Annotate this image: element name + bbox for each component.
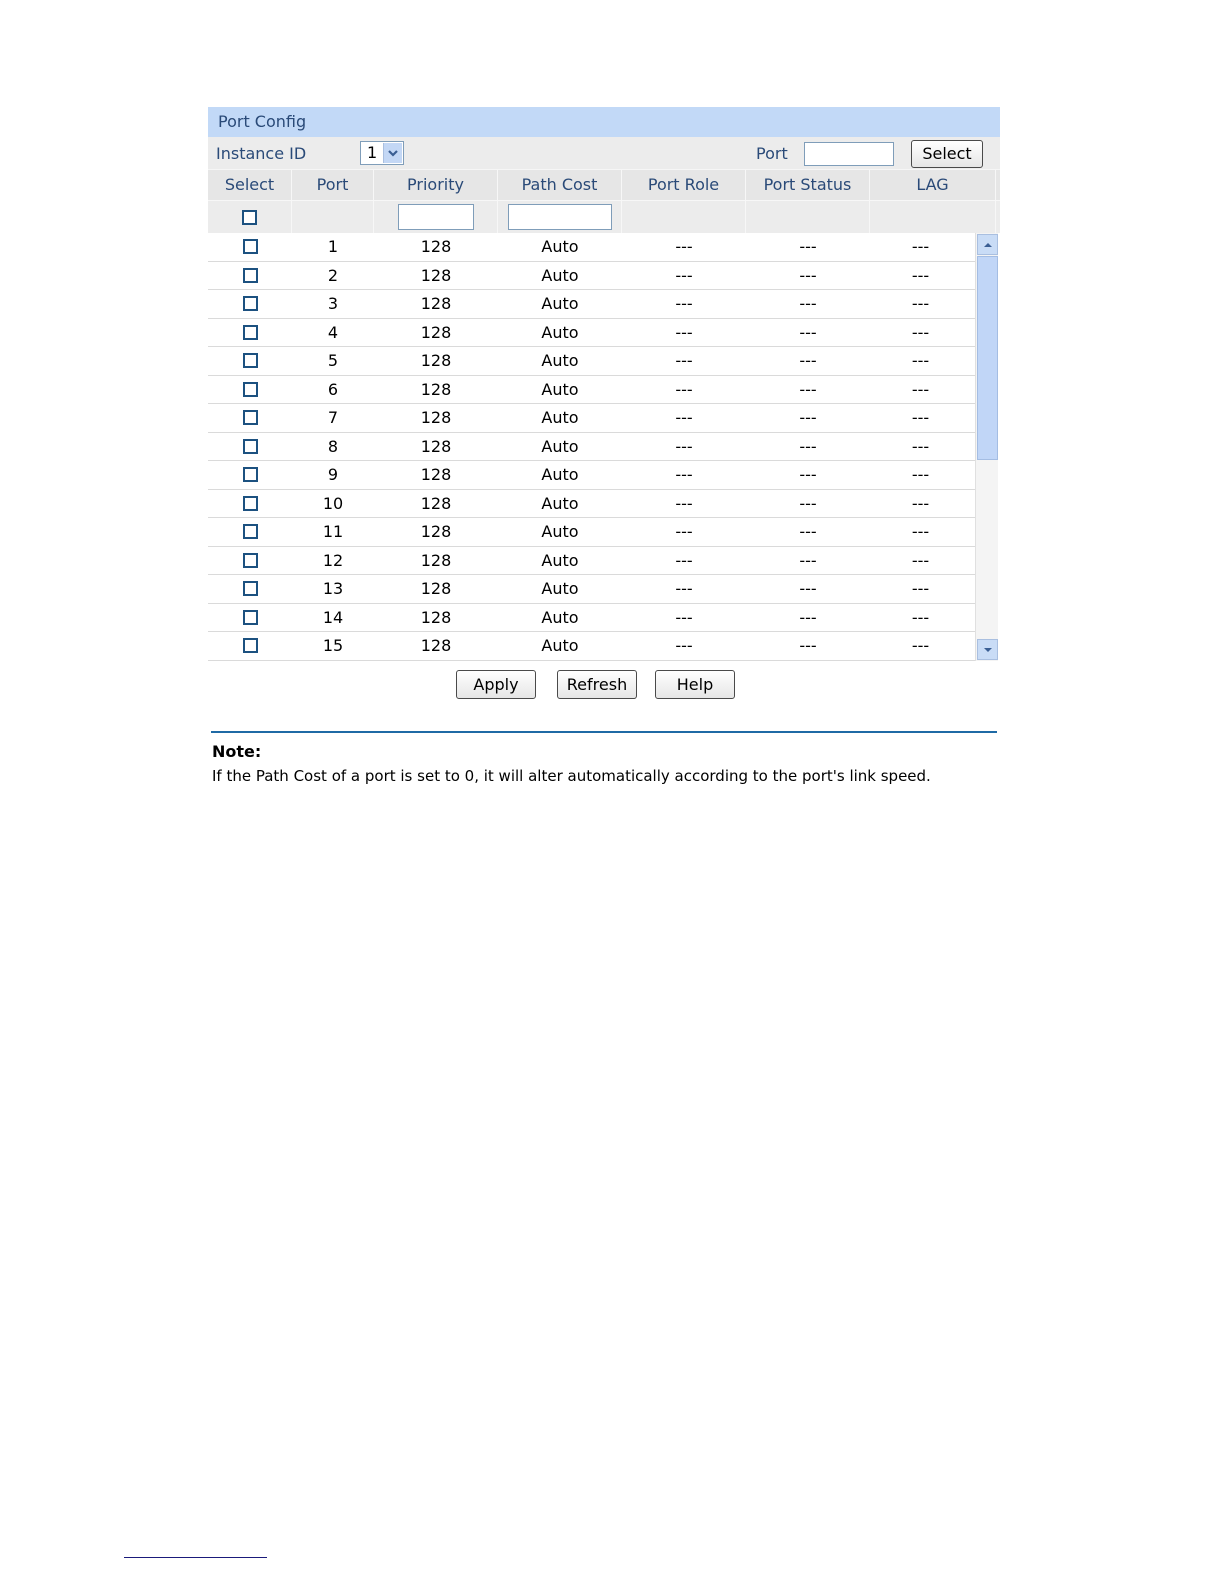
row-priority: 128 (420, 550, 452, 570)
row-port-role: --- (675, 436, 693, 456)
header-port-role: Port Role (622, 170, 746, 200)
row-lag: --- (911, 322, 930, 342)
header-port-status: Port Status (746, 170, 870, 200)
row-port-role: --- (675, 493, 693, 513)
row-checkbox[interactable] (243, 553, 258, 568)
path-cost-input[interactable] (508, 204, 612, 230)
table-row[interactable] (208, 490, 975, 519)
row-checkbox[interactable] (243, 467, 258, 482)
header-select: Select (208, 170, 292, 200)
row-checkbox[interactable] (243, 353, 258, 368)
row-port: 5 (327, 351, 339, 370)
row-select-cell (208, 347, 292, 375)
row-path-cost: Auto (541, 322, 579, 342)
row-path-cost: Auto (541, 550, 579, 570)
vertical-scrollbar[interactable] (975, 233, 998, 661)
row-port-status: --- (799, 237, 817, 256)
row-priority: 128 (420, 493, 452, 513)
row-priority: 128 (420, 522, 452, 541)
row-path-cost: Auto (541, 237, 579, 256)
table-row[interactable] (208, 575, 975, 604)
select-button[interactable]: Select (911, 140, 983, 168)
table-header (208, 169, 1000, 200)
row-path-cost: Auto (541, 408, 579, 427)
arrow-up-icon[interactable] (977, 234, 998, 255)
row-port-role: --- (675, 636, 693, 655)
row-port-role: --- (675, 351, 693, 370)
row-lag: --- (911, 465, 930, 484)
row-select-cell (208, 604, 292, 632)
row-port: 13 (322, 579, 344, 598)
row-port-role: --- (675, 579, 693, 598)
select-all-checkbox[interactable] (242, 210, 257, 225)
apply-button[interactable]: Apply (456, 670, 536, 699)
row-select-cell (208, 433, 292, 461)
filter-role-cell (622, 201, 746, 233)
row-port-role: --- (675, 322, 693, 342)
instance-id-label: Instance ID (216, 144, 307, 163)
row-priority: 128 (420, 294, 452, 313)
row-priority: 128 (420, 379, 452, 399)
row-select-cell (208, 547, 292, 575)
row-port-status: --- (799, 579, 817, 598)
row-path-cost: Auto (541, 351, 579, 370)
row-port: 6 (327, 379, 339, 399)
header-port: Port (292, 170, 374, 200)
row-priority: 128 (420, 408, 452, 427)
row-priority: 128 (420, 265, 452, 285)
row-priority: 128 (420, 636, 452, 655)
row-port: 9 (327, 465, 339, 484)
row-port: 15 (322, 636, 344, 655)
row-priority: 128 (420, 351, 452, 370)
table-row[interactable] (208, 632, 975, 661)
row-select-cell (208, 518, 292, 546)
table-row[interactable] (208, 604, 975, 633)
table-row[interactable] (208, 461, 975, 490)
row-priority: 128 (420, 465, 452, 484)
row-path-cost: Auto (541, 493, 579, 513)
table-row[interactable] (208, 347, 975, 376)
row-select-cell (208, 290, 292, 318)
row-checkbox[interactable] (243, 610, 258, 625)
row-path-cost: Auto (541, 522, 579, 541)
arrow-down-icon[interactable] (977, 639, 998, 660)
row-lag: --- (911, 607, 930, 627)
button-row (208, 661, 1000, 719)
row-lag: --- (911, 522, 930, 541)
row-port-role: --- (675, 550, 693, 570)
table-row[interactable] (208, 518, 975, 547)
row-select-cell (208, 233, 292, 261)
note-title: Note: (212, 742, 262, 761)
row-port: 10 (322, 493, 344, 513)
row-port-status: --- (799, 522, 817, 541)
row-checkbox[interactable] (243, 439, 258, 454)
row-port: 11 (322, 522, 344, 541)
help-button[interactable]: Help (655, 670, 735, 699)
row-select-cell (208, 575, 292, 603)
row-lag: --- (911, 436, 930, 456)
row-select-cell (208, 461, 292, 489)
row-port-status: --- (799, 550, 817, 570)
row-port-status: --- (799, 322, 817, 342)
row-lag: --- (911, 294, 930, 313)
row-checkbox[interactable] (243, 296, 258, 311)
row-priority: 128 (420, 322, 452, 342)
row-checkbox[interactable] (243, 410, 258, 425)
table-row[interactable] (208, 262, 975, 291)
row-priority: 128 (420, 607, 452, 627)
row-checkbox[interactable] (243, 382, 258, 397)
filter-path-cost-cell (498, 201, 622, 233)
table-row[interactable] (208, 376, 975, 405)
row-port: 12 (322, 550, 344, 570)
row-path-cost: Auto (541, 465, 579, 484)
scroll-thumb[interactable] (977, 256, 998, 460)
filter-status-cell (746, 201, 870, 233)
note-text: If the Path Cost of a port is set to 0, it will alter automatically according to the port's link speed. (212, 767, 931, 785)
row-lag: --- (911, 493, 930, 513)
row-path-cost: Auto (541, 265, 579, 285)
row-port: 4 (327, 322, 339, 342)
row-port: 8 (327, 436, 339, 456)
note-divider (211, 731, 997, 733)
row-port-role: --- (675, 408, 693, 427)
row-path-cost: Auto (541, 379, 579, 399)
header-lag: LAG (870, 170, 996, 200)
row-checkbox[interactable] (243, 524, 258, 539)
row-select-cell (208, 376, 292, 404)
row-port-status: --- (799, 607, 817, 627)
instance-id-select[interactable] (360, 141, 404, 165)
table-row[interactable] (208, 319, 975, 348)
filter-row (208, 200, 1000, 233)
row-port-status: --- (799, 351, 817, 370)
row-lag: --- (911, 579, 930, 598)
row-port: 1 (327, 237, 339, 256)
instance-row (208, 137, 1000, 169)
row-port: 3 (327, 294, 339, 313)
row-port-status: --- (799, 436, 817, 456)
row-port: 2 (327, 265, 339, 285)
row-port-status: --- (799, 465, 817, 484)
filter-port-cell (292, 201, 374, 233)
row-port-role: --- (675, 379, 693, 399)
row-checkbox[interactable] (243, 496, 258, 511)
port-input[interactable] (804, 142, 894, 166)
row-checkbox[interactable] (243, 325, 258, 340)
header-path-cost: Path Cost (498, 170, 622, 200)
table-row[interactable] (208, 290, 975, 319)
row-select-cell (208, 404, 292, 432)
row-path-cost: Auto (541, 636, 579, 655)
chevron-down-icon[interactable] (383, 143, 402, 163)
table-body (208, 233, 1000, 661)
row-priority: 128 (420, 436, 452, 456)
row-port-status: --- (799, 636, 817, 655)
row-lag: --- (911, 550, 930, 570)
table-row[interactable] (208, 233, 975, 262)
table-rows (208, 233, 975, 661)
header-priority: Priority (374, 170, 498, 200)
row-checkbox[interactable] (243, 239, 258, 254)
row-port-role: --- (675, 265, 693, 285)
row-path-cost: Auto (541, 579, 579, 598)
row-lag: --- (911, 265, 930, 285)
row-lag: --- (911, 237, 930, 256)
row-port-role: --- (675, 522, 693, 541)
row-lag: --- (911, 351, 930, 370)
row-path-cost: Auto (541, 436, 579, 456)
row-port-status: --- (799, 493, 817, 513)
filter-select-cell (208, 201, 292, 233)
row-checkbox[interactable] (243, 638, 258, 653)
filter-lag-cell (870, 201, 996, 233)
row-select-cell (208, 632, 292, 660)
footnote-rule (124, 1557, 267, 1558)
priority-input[interactable] (398, 204, 474, 230)
row-priority: 128 (420, 237, 452, 256)
row-port-status: --- (799, 294, 817, 313)
row-lag: --- (911, 636, 930, 655)
panel-title: Port Config (208, 107, 1000, 137)
table-row[interactable] (208, 404, 975, 433)
refresh-button[interactable]: Refresh (557, 670, 637, 699)
row-path-cost: Auto (541, 294, 579, 313)
row-port-status: --- (799, 379, 817, 399)
row-select-cell (208, 262, 292, 290)
row-port-role: --- (675, 237, 693, 256)
port-config-panel (208, 107, 1000, 807)
row-checkbox[interactable] (243, 268, 258, 283)
row-lag: --- (911, 379, 930, 399)
row-port-status: --- (799, 265, 817, 285)
row-lag: --- (911, 408, 930, 427)
row-path-cost: Auto (541, 607, 579, 627)
row-port: 14 (322, 607, 344, 627)
row-select-cell (208, 319, 292, 347)
row-priority: 128 (420, 579, 452, 598)
row-select-cell (208, 490, 292, 518)
row-checkbox[interactable] (243, 581, 258, 596)
row-port-role: --- (675, 607, 693, 627)
row-port-role: --- (675, 294, 693, 313)
filter-priority-cell (374, 201, 498, 233)
port-label: Port (756, 144, 788, 163)
row-port-status: --- (799, 408, 817, 427)
table-row[interactable] (208, 433, 975, 462)
table-row[interactable] (208, 547, 975, 576)
instance-id-value: 1 (367, 143, 378, 162)
row-port: 7 (327, 408, 339, 427)
row-port-role: --- (675, 465, 693, 484)
